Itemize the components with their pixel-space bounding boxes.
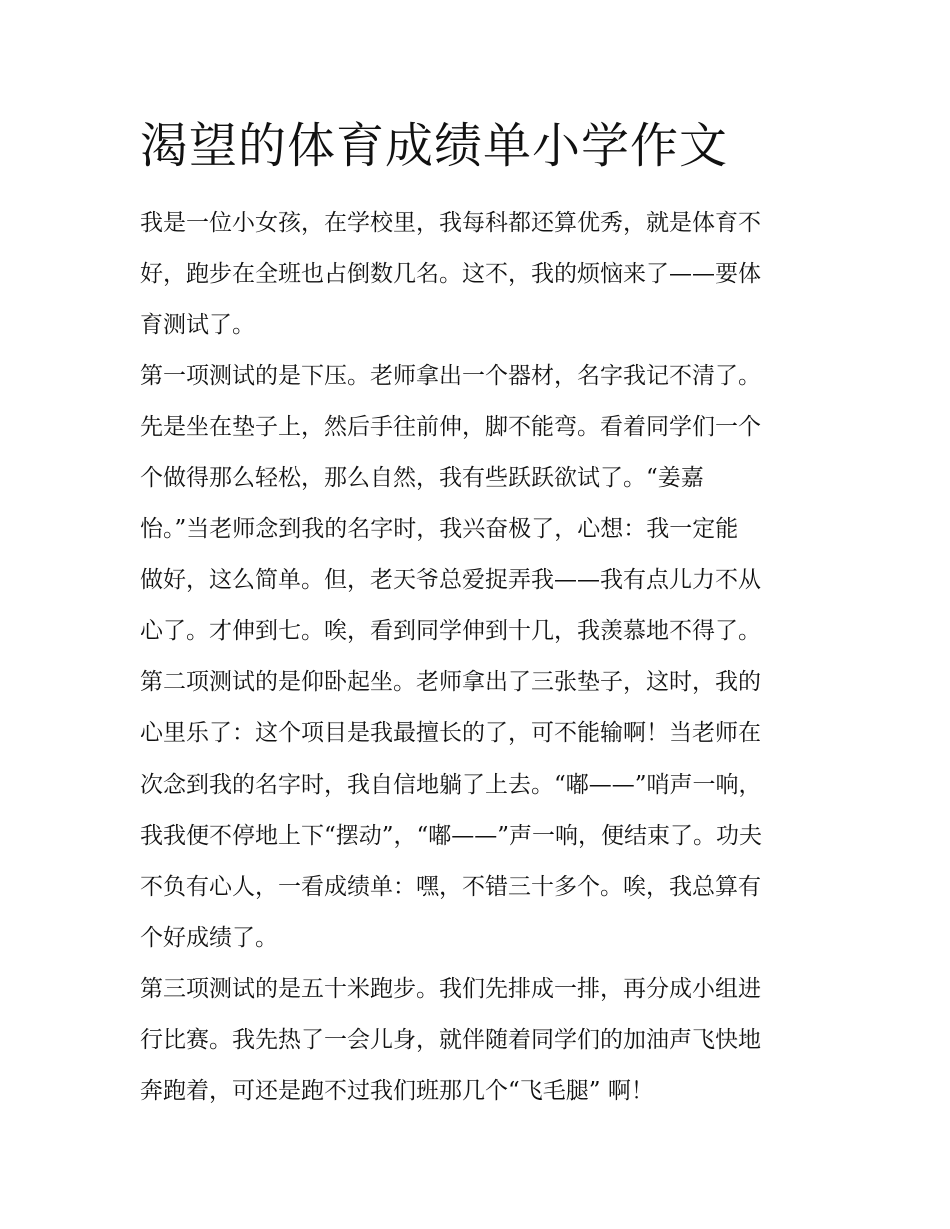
- text-line: 第一项测试的是下压。老师拿出一个器材，名字我记不清了。: [140, 363, 761, 390]
- text-line: 心里乐了：这个项目是我最擅长的了，可不能输啊！当老师在: [140, 720, 761, 747]
- text-line: 次念到我的名字时，我自信地躺了上去。“嘟——”哨声一响，: [140, 771, 762, 798]
- document-title: 渴望的体育成绩单小学作文: [140, 118, 729, 174]
- text-line: 心了。才伸到七。唉，看到同学伸到十几，我羡慕地不得了。: [140, 618, 761, 645]
- text-line: 我是一位小女孩，在学校里，我每科都还算优秀，就是体育不: [140, 210, 761, 236]
- text-line: 奔跑着，可还是跑不过我们班那几个“飞毛腿” 啊！: [140, 1077, 654, 1104]
- text-line: 个好成绩了。: [140, 924, 278, 951]
- text-line: 第二项测试的是仰卧起坐。老师拿出了三张垫子，这时，我的: [140, 669, 761, 696]
- essay-body: [140, 198, 820, 1117]
- text-line: 先是坐在垫子上，然后手往前伸，脚不能弯。看着同学们一个: [140, 414, 761, 441]
- text-line: 第三项测试的是五十米跑步。我们先排成一排，再分成小组进: [140, 975, 761, 1002]
- text-line: 育测试了。: [140, 312, 255, 339]
- text-line: 好，跑步在全班也占倒数几名。这不，我的烦恼来了——要体: [140, 261, 761, 288]
- text-line: 行比赛。我先热了一会儿身，就伴随着同学们的加油声飞快地: [140, 1026, 761, 1053]
- text-line: 个做得那么轻松，那么自然，我有些跃跃欲试了。“姜嘉: [140, 465, 704, 492]
- text-line: 怡。”当老师念到我的名字时，我兴奋极了，心想：我一定能: [140, 516, 739, 543]
- text-line: 我我便不停地上下“摆动”，“嘟——”声一响，便结束了。功夫: [140, 822, 763, 849]
- text-line: 不负有心人，一看成绩单：嘿，不错三十多个。唉，我总算有: [140, 873, 761, 900]
- text-line: 做好，这么简单。但，老天爷总爱捉弄我——我有点儿力不从: [140, 567, 761, 594]
